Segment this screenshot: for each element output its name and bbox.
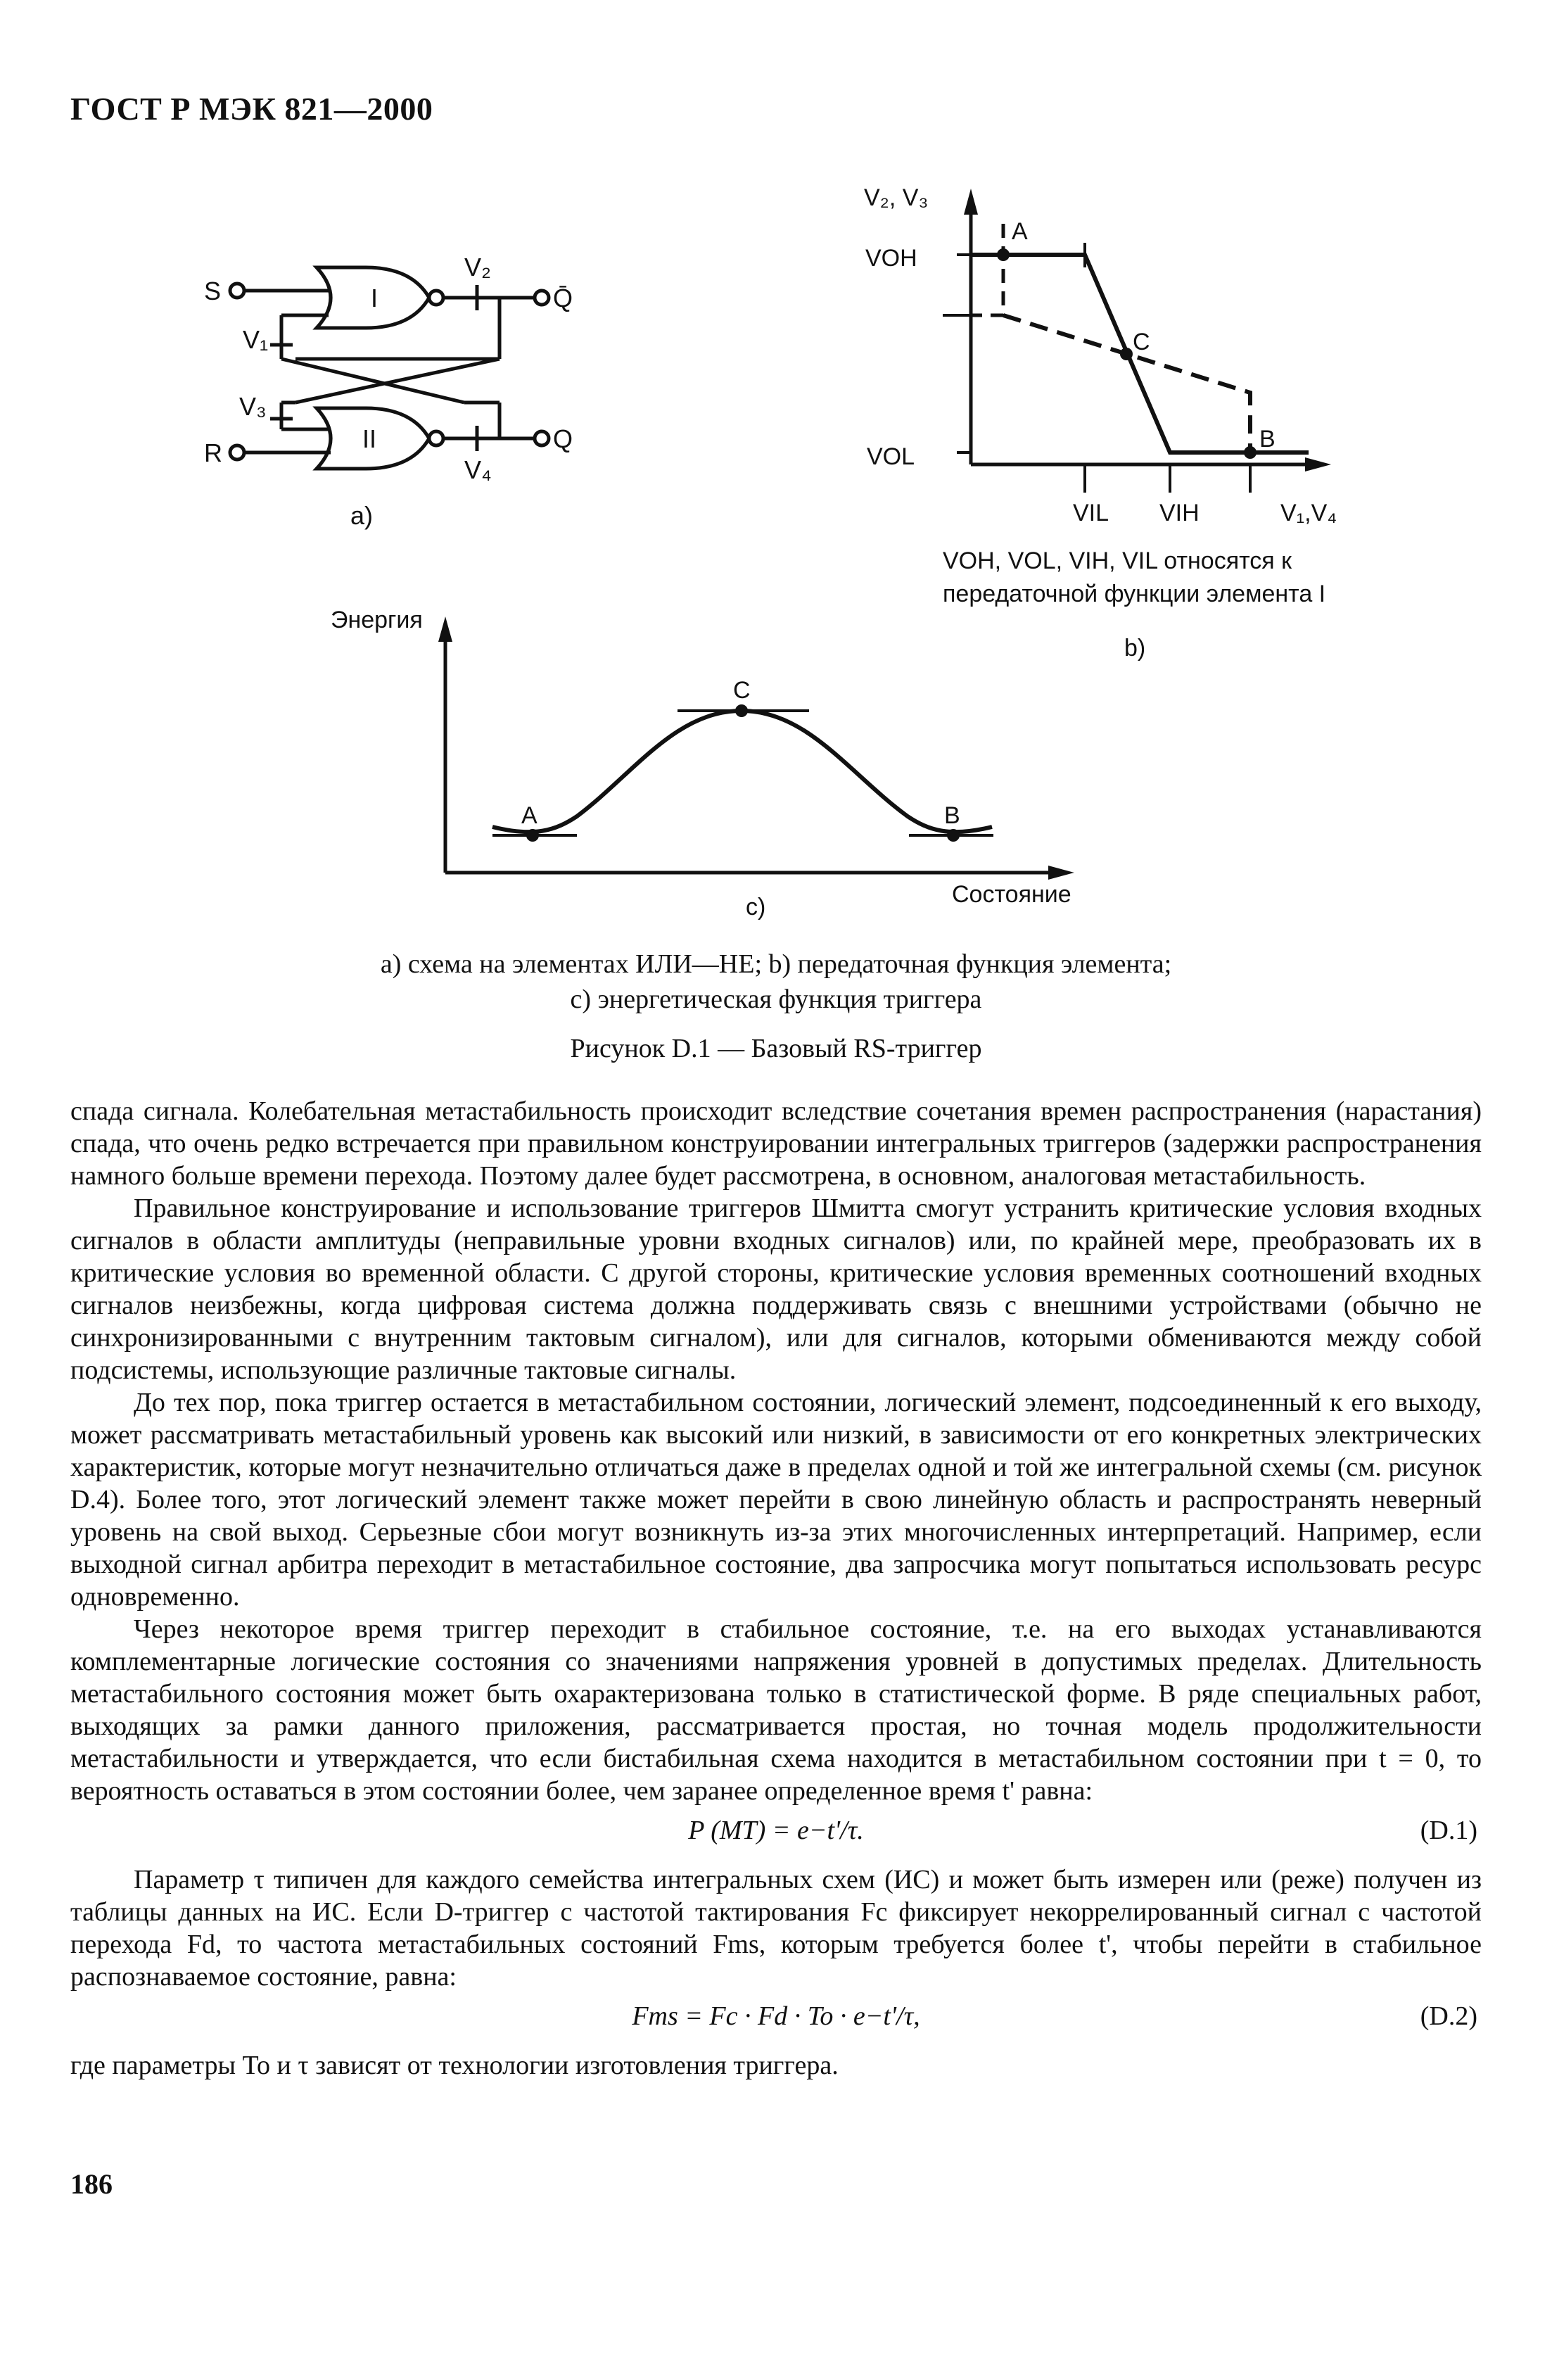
q-bar-label: Q̄ (553, 284, 573, 312)
energy-point-a (526, 829, 539, 842)
voh-label: VOH (865, 245, 917, 272)
transfer-curve-dashed (1003, 315, 1250, 452)
energy-a-label: A (521, 802, 538, 829)
point-c-marker (1120, 348, 1133, 360)
point-c-label: C (1133, 329, 1150, 355)
gate-2-label: II (362, 424, 377, 453)
energy-function-plot (438, 616, 1074, 880)
formula-d1-number: (D.1) (1420, 1816, 1477, 1845)
point-a-label: A (1012, 218, 1028, 245)
vil-label: VIL (1073, 500, 1109, 526)
figure-description-line1: а) схема на элементах ИЛИ—НЕ; b) передаточная функция элемента; (380, 949, 1172, 979)
point-b-label: B (1259, 426, 1276, 452)
panel-c-label: c) (746, 894, 766, 920)
energy-x-label: Состояние (952, 881, 1071, 908)
r-input-terminal (230, 445, 244, 460)
r-label: R (204, 438, 222, 467)
formula-d1-expression: P (MT) = e−t'/τ. (688, 1816, 864, 1845)
v4-label: V₄ (464, 455, 492, 484)
vih-label: VIH (1159, 500, 1200, 526)
energy-y-label: Энергия (331, 607, 423, 633)
s-input-terminal (230, 284, 244, 298)
s-label: S (204, 277, 222, 305)
paragraph-3: До тех пор, пока триггер остается в метастабильном состоянии, логический элемент, подсоединенный к его выходу, может рассматривать метастабильный уровень как высокий или низкий, в зависимости от его конкретных электрических характеристик, которые могут незначительно отличаться даже в пределах одной и той же интегральной схемы (см. рисунок D.4). Более того, этот логический элемент также может перейти в свою линейную область и распространять неверный уровень на свой выход. Серьезные сбои могут возникнуть из-за этих многочисленных интерпретаций. Например, если выходной сигнал арбитра переходит в метастабильное состояние, два запросчика могут попытаться использовать ресурс одновременно. (70, 1388, 1482, 1612)
v3-label: V₃ (239, 392, 267, 421)
formula-d1 (70, 1814, 1482, 1856)
figure-title: Рисунок D.1 — Базовый RS-триггер (570, 1034, 982, 1063)
circuit-diagram (230, 267, 549, 469)
paragraph-1: спада сигнала. Колебательная метастабильность происходит вследствие сочетания времен распространения (нарастания) спада, что очень редко встречается при правильном конструировании интегральных триггеров (задержки распространения намного больше времени перехода. Поэтому далее будет рассмотрена, в основном, аналоговая метастабильность. (70, 1096, 1482, 1191)
document-header: ГОСТ Р МЭК 821—2000 (70, 91, 433, 127)
energy-c-label: C (733, 677, 751, 704)
figure-description (70, 947, 1482, 1017)
figure-d1 (0, 0, 1552, 1098)
transfer-note-line1: VOH, VOL, VIH, VIL относятся к (943, 547, 1292, 574)
transfer-x-label: V₁,V₄ (1280, 500, 1337, 526)
transfer-y-label: V₂, V₃ (864, 184, 929, 211)
formula-d2-number: (D.2) (1420, 2001, 1477, 2031)
energy-point-c (735, 704, 748, 717)
energy-point-b (947, 829, 960, 842)
panel-b-label: b) (1124, 635, 1146, 662)
body-text (70, 1095, 1482, 2082)
point-a-marker (997, 248, 1010, 261)
paragraph-6: где параметры To и τ зависят от технологии изготовления триггера. (70, 2051, 839, 2080)
page-number: 186 (70, 2168, 113, 2200)
energy-b-label: B (944, 802, 960, 829)
vol-label: VOL (867, 443, 915, 470)
point-b-marker (1244, 446, 1257, 459)
v2-label: V₂ (464, 253, 491, 281)
q-bar-terminal (535, 291, 549, 305)
formula-d2 (70, 2000, 1482, 2042)
formula-d2-expression: Fms = Fc · Fd · To · e−t'/τ, (632, 2001, 920, 2031)
panel-a-label: a) (350, 501, 374, 530)
paragraph-2: Правильное конструирование и использование триггеров Шмитта смогут устранить критические условия входных сигналов в области амплитуды (неправильные уровни входных сигналов) или, по крайней мере, преобразовать их в критические условия во временной области. С другой стороны, критические условия временных соотношений входных сигналов неизбежны, когда цифровая система должна поддерживать связь с внешними устройствами (обычно не синхронизированными с внутренним тактовым сигналом), или для сигналов, которыми обмениваются между собой подсистемы, использующие различные тактовые сигналы. (70, 1194, 1482, 1385)
transfer-note-line2: передаточной функции элемента I (943, 581, 1326, 607)
figure-description-line2: c) энергетическая функция триггера (570, 985, 982, 1014)
gate-1-label: I (371, 284, 379, 312)
q-terminal (535, 431, 549, 445)
paragraph-5: Параметр τ типичен для каждого семейства интегральных схем (ИС) и может быть измерен или (реже) получен из таблицы данных на ИС. Если D-триггер с частотой тактирования Fc фиксирует некоррелированный сигнал с частотой перехода Fd, то частота метастабильных состояний Fms, которым требуется более t', чтобы перейти в стабильное распознаваемое состояние, равна: (70, 1865, 1482, 1992)
v1-label: V₁ (243, 325, 269, 354)
energy-curve (492, 711, 992, 832)
q-label: Q (553, 424, 573, 453)
paragraph-4: Через некоторое время триггер переходит в стабильное состояние, т.е. на его выходах устанавливаются комплементарные логические состояния со значениями напряжения уровней в допустимых пределах. Длительность метастабильного состояния может быть охарактеризована только в статистической форме. В ряде специальных работ, выходящих за рамки данного приложения, рассматривается простая, но точная модель продолжительности метастабильности и утверждается, что если бистабильная схема находится в метастабильном состоянии при t = 0, то вероятность оставаться в этом состоянии более, чем заранее определенное время t' равна: (70, 1614, 1482, 1806)
